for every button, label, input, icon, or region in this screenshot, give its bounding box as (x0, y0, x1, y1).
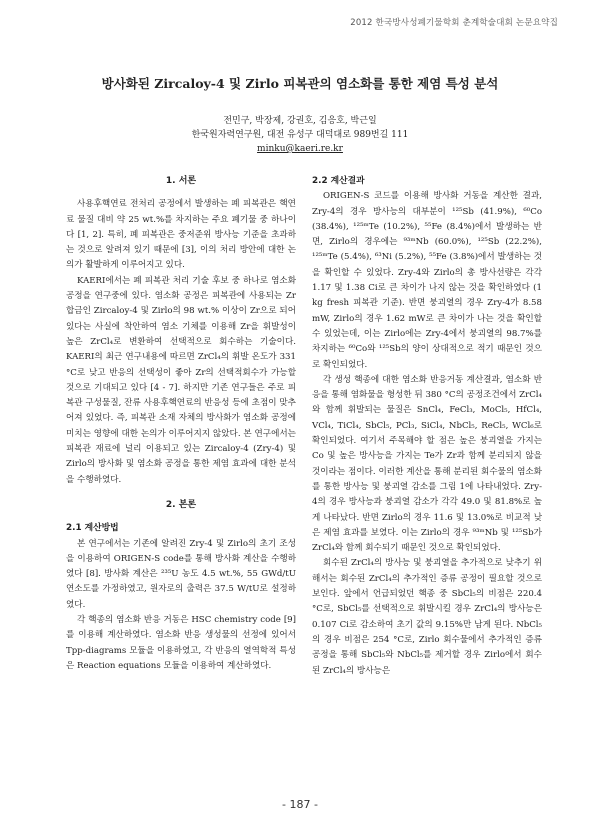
page-number: - 187 - (282, 798, 318, 811)
paragraph: 사용후핵연료 전처리 공정에서 발생하는 폐 피복관은 핵연료 물질 대비 약 25 wt.%를 차지하는 주요 폐기물 중 하나이다 [1, 2]. 특히, 폐 피복관은 중저준위 방사능 기준을 초과하는 것으로 알려져 있기 때문에 [3], 이의 처리 방안에 대한 논의가 활발하게 이루어지고 있다. (66, 199, 296, 271)
paragraph: 각 핵종의 염소화 반응 거동은 HSC chemistry code [9]를 이용해 계산하였다. 염소화 반응 생성물의 선정에 있어서 Tpp-diagrams 모듈을 이용하였고, 각 반응의 열역학적 특성은 Reaction equations 모듈을 이용하여 계산하였다. (66, 615, 296, 671)
paper-title: 방사화된 Zircaloy-4 및 Zirlo 피복관의 염소화를 통한 제염 특성 분석 (101, 76, 499, 91)
right-column (312, 174, 542, 679)
paragraph: KAERI에서는 폐 피복관 처리 기술 후보 중 하나로 염소화 공정을 연구중에 있다. 염소화 공정은 피복관에 사용되는 Zr 합금인 Zircaloy-4 및 Zirlo의 98 wt.% 이상이 Zr으로 되어있다는 사실에 착안하여 염소 기체를 이용해 Zr을 휘발성이 높은 ZrCl₄로 변환하여 선택적으로 회수하는 기술이다. KAERI의 최근 연구내용에 따르면 ZrCl₄의 휘발 온도가 331 °C로 낮고 반응의 선택성이 좋아 Zr의 선택적회수가 가능할 것으로 기대되고 있다 [4 - 7]. 하지만 기존 연구들은 주로 피복관 구성물질, 잔류 사용후핵연료의 반응성 등에 초점이 맞추어져 있었다. 즉, 피복관 소재 자체의 방사화가 염소화 공정에 미치는 영향에 대한 논의가 이루어지지 않았다. 본 연구에서는 피복관 재료에 널리 이용되고 있는 Zircaloy-4 (Zry-4) 및 Zirlo의 방사화 및 염소화 공정을 통한 제염 효과에 대한 분석을 수행하였다. (66, 275, 296, 485)
paragraph: ORIGEN-S 코드를 이용해 방사화 거동을 계산한 결과, Zry-4의 경우 방사능의 대부분이 ¹²⁵Sb (41.9%), ⁶⁰Co (38.4%), ¹²⁵ᵐTe (10.2%), ⁵⁵Fe (8.4%)에서 발생하는 반면, Zirlo의 경우에는 ⁹³ᵐNb (60.0%), ¹²⁵Sb (22.2%), ¹²⁵ᵐTe (5.4%), ⁶³Ni (5.2%), ⁵⁵Fe (3.8%)에서 발생하는 것을 확인할 수 있었다. Zry-4와 Zirlo의 총 방사선량은 각각 1.17 및 1.38 Ci로 큰 차이가 나지 않는 것을 확인하였다 (1 kg fresh 피복관 기준). 반면 붕괴열의 경우 Zry-4가 8.58 mW, Zirlo의 경우 1.62 mW로 큰 차이가 나는 것을 확인할 수 있었는데, 이는 Zirlo에는 Zry-4에서 붕괴열의 98.7%를 차지하는 ⁶⁰Co와 ¹²⁵Sb의 양이 상대적으로 적기 때문인 것으로 확인되었다. (312, 191, 542, 370)
paragraph: 회수된 ZrCl₄의 방사능 및 붕괴열을 추가적으로 낮추기 위해서는 회수된 ZrCl₄의 추가적인 증류 공정이 필요할 것으로 보인다. 앞에서 언급되었던 핵종 중 SbCl₅의 비점은 220.4 °C로, SbCl₅를 선택적으로 휘발시킬 경우 ZrCl₄의 방사능은 0.107 Ci로 감소하여 초기 값의 9.15%만 남게 된다. NbCl₅의 경우 비점은 254 °C로, Zirlo 회수물에서 추가적인 증류 공정을 통해 SbCl₅와 NbCl₅를 제거할 경우 Zirlo에서 회수된 ZrCl₄의 방사능은 (312, 558, 542, 676)
section-heading-body: 2. 본론 (165, 499, 197, 510)
section-heading-introduction: 1. 서론 (165, 176, 197, 186)
left-column (66, 174, 296, 674)
paragraph: 본 연구에서는 기존에 알려진 Zry-4 및 Zirlo의 초기 조성을 이용하여 ORIGEN-S code를 통해 방사화 계산을 수행하였다 [8]. 방사화 계산은 ²³⁵U 농도 4.5 wt.%, 55 GWd/tU 연소도를 가정하였고, 원자로의 출력은 37.5 W/tU로 설정하였다. (66, 538, 296, 610)
subsection-heading-method: 2.1 계산방법 (66, 523, 119, 534)
author-email[interactable]: minku@kaeri.re.kr (257, 144, 343, 154)
author-affiliation: 한국원자력연구원, 대전 유성구 대덕대로 989번길 111 (191, 130, 409, 140)
paragraph: 각 생성 핵종에 대한 염소화 반응거동 계산결과, 염소화 반응을 통해 염화물을 형성한 뒤 380 °C의 공정조건에서 ZrCl₄와 함께 휘발되는 물질은 SnCl₄, FeCl₃, MoCl₅, HfCl₄, VCl₄, TiCl₄, SbCl₅, PCl₃, SiCl₄, NbCl₅, ReCl₅, WCl₆로 확인되었다. 여기서 주목해야 할 점은 높은 붕괴열을 가지는 Co 및 높은 방사능을 가지는 Te가 Zr과 함께 분리되지 않을 것이라는 점이다. 이러한 계산을 통해 분리된 회수물의 염소화를 통한 방사능 및 붕괴열 감소를 그림 1에 나타내었다. Zry-4의 경우 방사능과 붕괴열 감소가 각각 49.0 및 81.8%로 높게 나타났다. 반면 Zirlo의 경우 11.6 및 13.0%로 비교적 낮은 제염 효과를 보였다. 이는 Zirlo의 경우 ⁹³ᵐNb 및 ¹²⁵Sb가 ZrCl₄와 함께 회수되기 때문인 것으로 확인되었다. (312, 374, 542, 554)
subsection-heading-results: 2.2 계산결과 (312, 176, 365, 186)
author-names: 전민구, 박장제, 강권호, 김응호, 박근일 (223, 116, 377, 126)
author-block (0, 114, 600, 156)
running-header: 2012 한국방사성폐기물학회 춘계학술대회 논문요약집 (350, 18, 558, 28)
